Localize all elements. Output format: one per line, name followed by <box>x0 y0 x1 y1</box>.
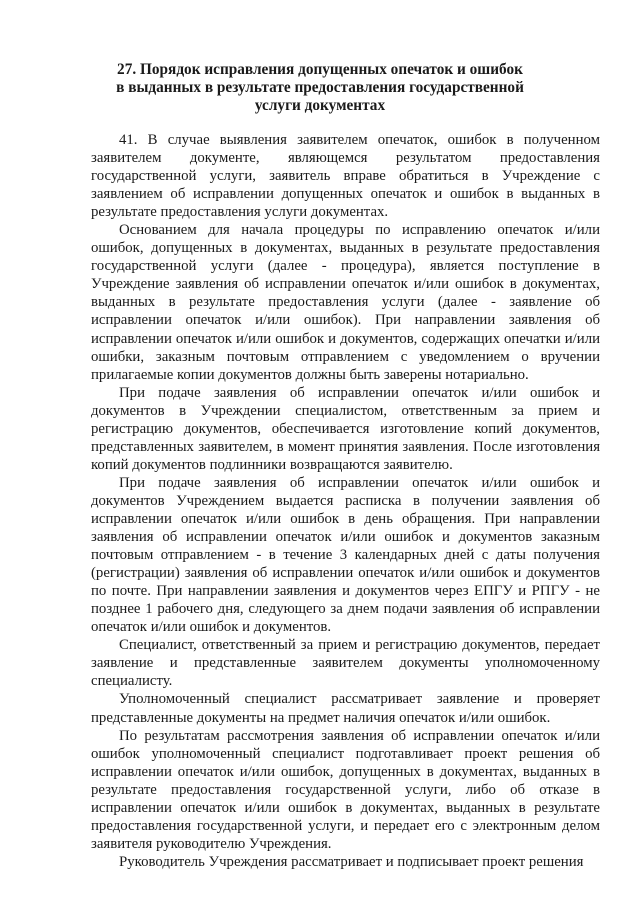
paragraph: При подаче заявления об исправлении опечаток и/или ошибок и документов в Учреждении специалистом, ответственным за прием и регистрацию документов, обеспечивается изготовление копий документов, представленных заявителем, в момент принятия заявления. После изготовления копий документов подлинники возвращаются заявителю. <box>91 384 600 473</box>
section-heading-line: 27. Порядок исправления допущенных опечаток и ошибок <box>117 61 523 78</box>
paragraph-item-41: 41. В случае выявления заявителем опечаток, ошибок в полученном заявителем документе, являющемся результатом предоставления государственной услуги, заявитель вправе обратиться в Учреждение с заявлением об исправлении допущенных опечаток и ошибок в выданных в результате предоставления услуги документах. <box>91 132 600 221</box>
paragraph: При подаче заявления об исправлении опечаток и/или ошибок и документов Учреждением выдается расписка в получении заявления об исправлении опечаток и/или ошибок в день обращения. При направлении заявления об исправлении опечаток и/или ошибок и документов заказным почтовым отправлением - в течение 3 календарных дней с даты получения (регистрации) заявления об исправлении опечаток и/или ошибок и документов по почте. При направлении заявления и документов через ЕПГУ и РПГУ - не позднее 1 рабочего дня, следующего за днем подачи заявления об исправлении опечаток и/или ошибок и документов. <box>91 474 600 636</box>
paragraph: По результатам рассмотрения заявления об исправлении опечаток и/или ошибок уполномоченный специалист подготавливает проект решения об исправлении опечаток и/или ошибок, допущенных в документах, выданных в результате предоставления государственной услуги, либо об отказе в исправлении опечаток и/или ошибок в документах, выданных в результате предоставления государственной услуги, и передает его с электронным делом заявителя руководителю Учреждения. <box>91 727 600 852</box>
section-heading <box>100 61 540 115</box>
paragraph: Специалист, ответственный за прием и регистрацию документов, передает заявление и представленные заявителем документы уполномоченному специалисту. <box>91 637 600 690</box>
section-heading-line: в выданных в результате предоставления государственной <box>116 79 524 96</box>
paragraph: Основанием для начала процедуры по исправлению опечаток и/или ошибок, допущенных в документах, выданных в результате предоставления государственной услуги (далее - процедура), является поступление в Учреждение заявления об исправлении опечаток и/или ошибок в документах, выданных в результате предоставления услуги (далее - заявление об исправлении опечаток и/или ошибок). При направлении заявления об исправлении опечаток и/или ошибок и документов, содержащих опечатки и/или ошибки, заказным почтовым отправлением с уведомлением о вручении прилагаемые копии документов должны быть заверены нотариально. <box>91 222 600 383</box>
section-heading-line: услуги документах <box>254 97 386 114</box>
paragraph: Уполномоченный специалист рассматривает заявление и проверяет представленные документы на предмет наличия опечаток и/или ошибок. <box>91 691 600 726</box>
section-body <box>91 131 600 871</box>
paragraph: Руководитель Учреждения рассматривает и подписывает проект решения <box>119 853 584 870</box>
